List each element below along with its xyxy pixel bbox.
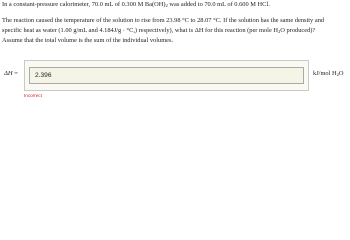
subscript: 2 xyxy=(336,72,339,77)
question-text: specific heat as water (1.00 g/mL and 4.184J/g · °C,) respectively), what is ΔH for this reaction (per mole H xyxy=(2,27,278,34)
question-text: was added to 70.0 mL of 0.600 M HCl. xyxy=(167,1,270,8)
question-line-3 xyxy=(2,26,315,35)
answer-label xyxy=(4,70,18,77)
units-text: kJ/mol H xyxy=(313,70,337,77)
question-line-4: Assume that the total volume is the sum of the individual volumes. xyxy=(2,37,174,44)
question-line-2: The reaction caused the temperature of the solution to rise from 23.98 °C to 28.07 °C. If the solution has the same density and xyxy=(2,17,325,24)
answer-units xyxy=(313,70,344,77)
delta-h-symbol: ΔH xyxy=(4,70,13,77)
answer-box xyxy=(24,60,309,91)
equals-sign: = xyxy=(12,70,19,77)
answer-input[interactable]: 2.396 xyxy=(29,67,304,84)
question-text: In a constant-pressure calorimeter, 70.0 mL of 0.300 M Ba(OH) xyxy=(2,1,166,8)
feedback-incorrect: Incorrect xyxy=(24,93,42,98)
units-text: O xyxy=(338,70,344,77)
subscript: 2 xyxy=(278,29,281,34)
subscript: 2 xyxy=(165,3,168,8)
question-line-1 xyxy=(2,0,270,9)
question-text: O produced)? xyxy=(280,27,316,34)
